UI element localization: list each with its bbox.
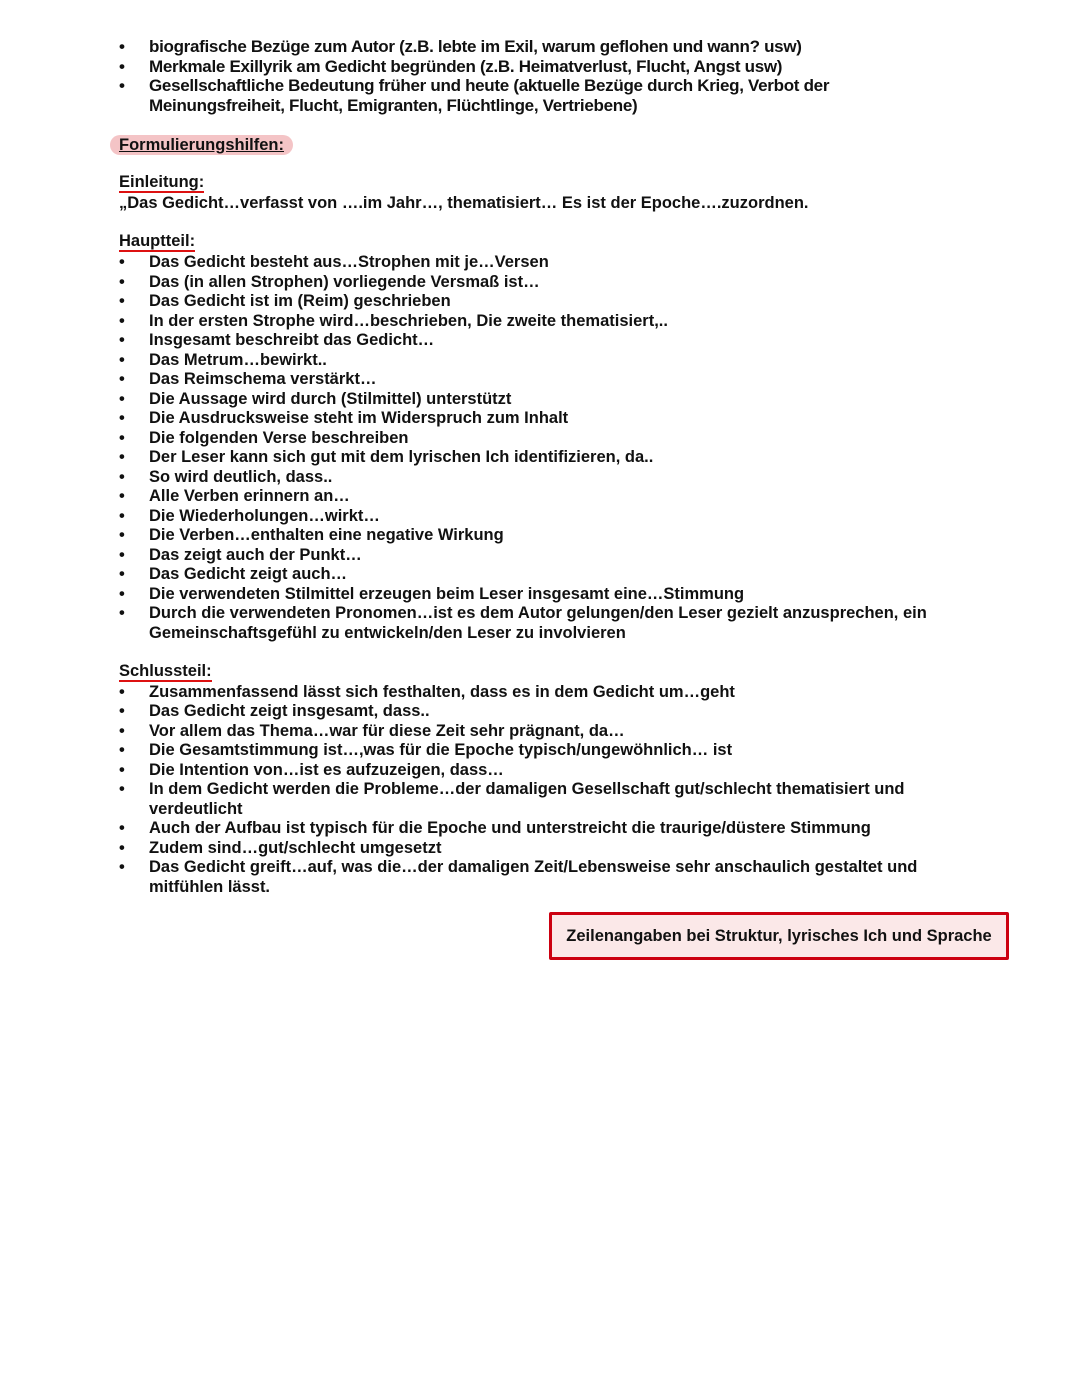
list-item: • Auch der Aufbau ist typisch für die Epoche und unterstreicht die traurige/düstere Stimmung	[149, 819, 969, 839]
list-item: • In der ersten Strophe wird…beschrieben, Die zweite thematisiert,..	[149, 312, 969, 332]
list-item: • Gesellschaftliche Bedeutung früher und heute (aktuelle Bezüge durch Krieg, Verbot der Meinungsfreiheit, Flucht, Emigranten, Flüchtlinge, Vertriebene)	[149, 76, 869, 115]
heading-einleitung: Einleitung:	[119, 173, 205, 191]
document-page	[0, 37, 1080, 897]
list-item: • Insgesamt beschreibt das Gedicht…	[149, 331, 969, 351]
schlussteil-list	[0, 683, 969, 898]
list-item: • Das Gedicht greift…auf, was die…der damaligen Zeit/Lebensweise sehr anschaulich gestaltet und mitfühlen lässt.	[149, 858, 969, 897]
list-item: • Die Wiederholungen…wirkt…	[149, 507, 969, 527]
list-item: • Das Gedicht besteht aus…Strophen mit je…Versen	[149, 253, 969, 273]
heading-hauptteil: Hauptteil:	[119, 232, 196, 250]
list-item: • Die Intention von…ist es aufzuzeigen, dass…	[149, 761, 969, 781]
list-item: • In dem Gedicht werden die Probleme…der damaligen Gesellschaft gut/schlecht thematisiert und verdeutlicht	[149, 780, 969, 819]
list-item: • Das zeigt auch der Punkt…	[149, 546, 969, 566]
list-item: • Vor allem das Thema…war für diese Zeit sehr prägnant, da…	[149, 722, 969, 742]
list-item: • Alle Verben erinnern an…	[149, 487, 969, 507]
list-item: • So wird deutlich, dass..	[149, 468, 969, 488]
list-item: • Der Leser kann sich gut mit dem lyrischen Ich identifizieren, da..	[149, 448, 969, 468]
list-item: • Das Metrum…bewirkt..	[149, 351, 969, 371]
list-item: • Durch die verwendeten Pronomen…ist es dem Autor gelungen/den Leser gezielt anzusprechen, ein Gemeinschaftsgefühl zu entwickeln/den Leser zu involvieren	[149, 604, 969, 643]
einleitung-text: „Das Gedicht…verfasst von ….im Jahr…, thematisiert… Es ist der Epoche….zuzordnen.	[119, 194, 809, 212]
list-item: • Das Reimschema verstärkt…	[149, 370, 969, 390]
intro-bullet-list	[0, 37, 969, 115]
list-item: • Die folgenden Verse beschreiben	[149, 429, 969, 449]
list-item: • Die verwendeten Stilmittel erzeugen beim Leser insgesamt eine…Stimmung	[149, 585, 969, 605]
note-box: Zeilenangaben bei Struktur, lyrisches Ich und Sprache	[549, 912, 1009, 960]
list-item: • Merkmale Exillyrik am Gedicht begründen (z.B. Heimatverlust, Flucht, Angst usw)	[149, 57, 969, 77]
list-item: • Zudem sind…gut/schlecht umgesetzt	[149, 839, 969, 859]
list-item: • Die Gesamtstimmung ist…,was für die Epoche typisch/ungewöhnlich… ist	[149, 741, 969, 761]
hauptteil-list	[0, 253, 969, 643]
list-item: • Das (in allen Strophen) vorliegende Versmaß ist…	[149, 273, 969, 293]
list-item: • Die Verben…enthalten eine negative Wirkung	[149, 526, 969, 546]
list-item: • Das Gedicht zeigt auch…	[149, 565, 969, 585]
list-item: • Die Aussage wird durch (Stilmittel) unterstützt	[149, 390, 969, 410]
list-item: • Die Ausdrucksweise steht im Widerspruch zum Inhalt	[149, 409, 969, 429]
section-heading-formulierungshilfen: Formulierungshilfen:	[110, 135, 293, 155]
list-item: • biografische Bezüge zum Autor (z.B. lebte im Exil, warum geflohen und wann? usw)	[149, 37, 969, 57]
list-item: • Zusammenfassend lässt sich festhalten, dass es in dem Gedicht um…geht	[149, 683, 969, 703]
heading-schlussteil: Schlussteil:	[119, 661, 212, 680]
list-item: • Das Gedicht ist im (Reim) geschrieben	[149, 292, 969, 312]
list-item: • Das Gedicht zeigt insgesamt, dass..	[149, 702, 969, 722]
